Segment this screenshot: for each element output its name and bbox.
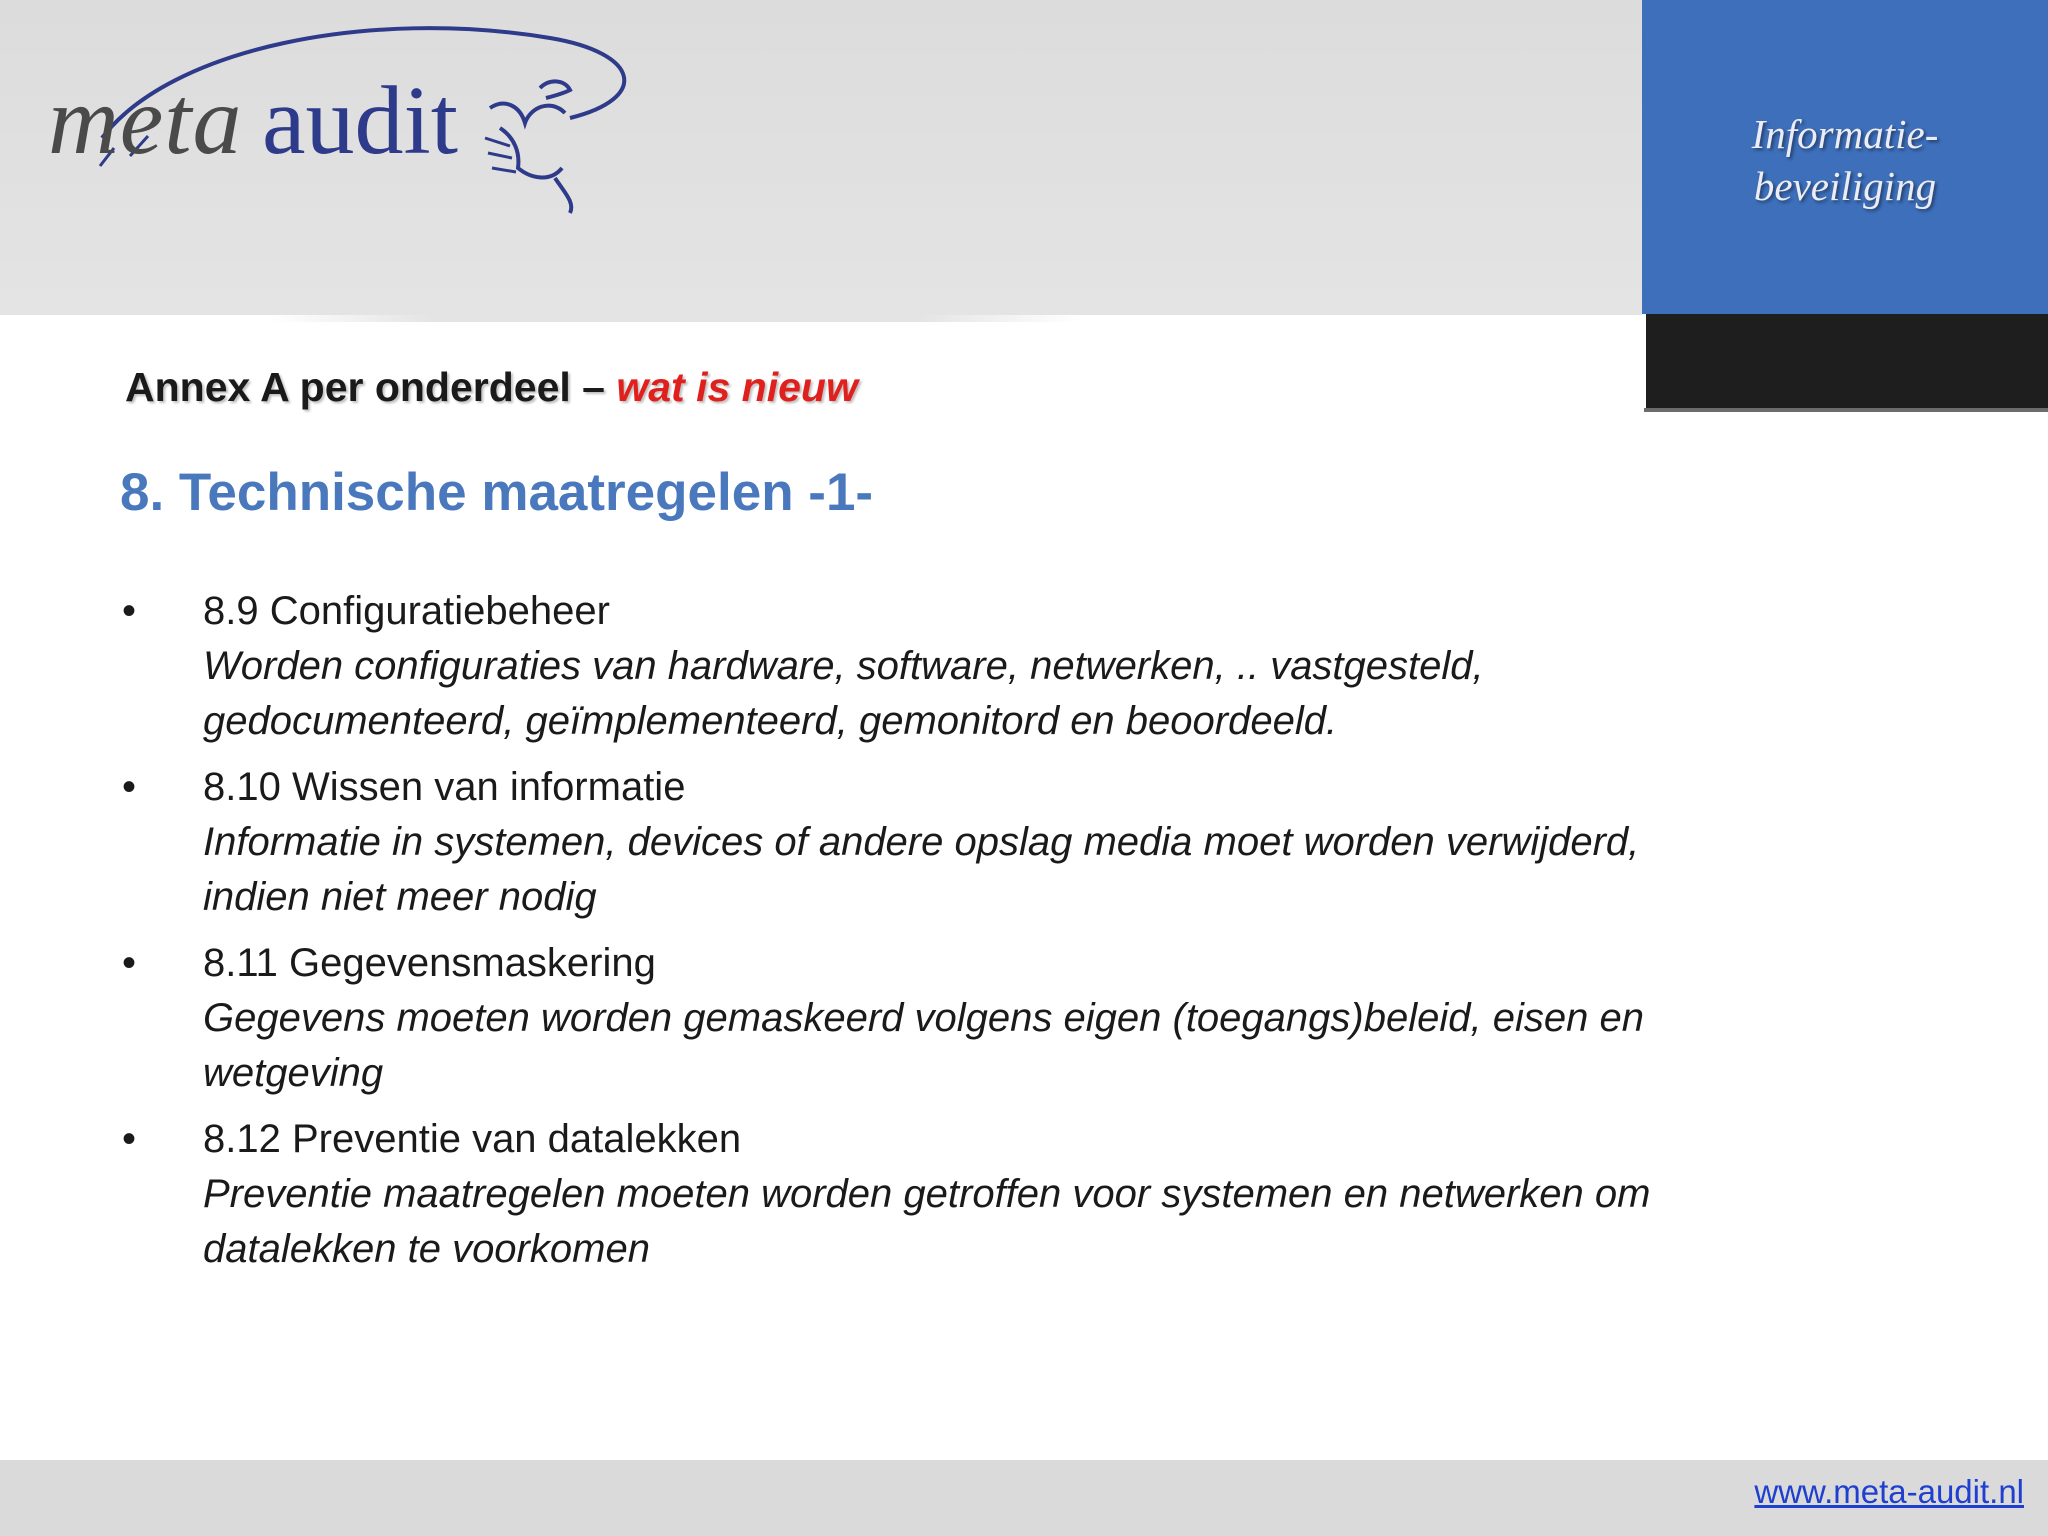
dark-accent-bar — [1646, 314, 2048, 412]
bullet-icon: • — [122, 941, 137, 985]
item-title: 8.9 Configuratiebeheer — [203, 589, 610, 633]
section-panel — [1642, 0, 2048, 314]
item-description-line: indien niet meer nodig — [203, 875, 597, 919]
item-description — [203, 1167, 1923, 1277]
item-description-line: wetgeving — [203, 1051, 384, 1095]
subtitle-main: Annex A per onderdeel – — [125, 364, 617, 410]
item-description-line: Gegevens moeten worden gemaskeerd volgens eigen (toegangs)beleid, eisen en — [203, 996, 1644, 1040]
item-title: 8.11 Gegevensmaskering — [203, 941, 656, 985]
item-title: 8.12 Preventie van datalekken — [203, 1117, 742, 1161]
logo-word-audit: audit — [262, 67, 458, 175]
bullet-icon: • — [122, 589, 137, 633]
section-label-line1: Informatie- — [1751, 111, 1939, 157]
section-label-line2: beveiliging — [1753, 163, 1937, 209]
header-divider — [270, 312, 1080, 322]
bird-icon — [470, 68, 600, 218]
website-link[interactable]: www.meta-audit.nl — [1754, 1473, 2024, 1510]
item-description-line: Worden configuraties van hardware, software, netwerken, .. vastgesteld, — [203, 644, 1484, 688]
logo-word-meta: meta — [48, 67, 243, 175]
bullet-icon: • — [122, 1117, 137, 1161]
item-description — [203, 991, 1923, 1101]
item-description-line: gedocumenteerd, geïmplementeerd, gemonitord en beoordeeld. — [203, 699, 1338, 743]
item-title: 8.10 Wissen van informatie — [203, 765, 686, 809]
item-description — [203, 815, 1923, 925]
item-description — [203, 639, 1923, 749]
slide-subtitle — [125, 364, 858, 411]
bullet-icon: • — [122, 765, 137, 809]
subtitle-accent: wat is nieuw — [616, 364, 858, 410]
meta-audit-logo — [30, 8, 680, 218]
item-description-line: Informatie in systemen, devices of andere opslag media moet worden verwijderd, — [203, 820, 1640, 864]
item-description-line: datalekken te voorkomen — [203, 1227, 650, 1271]
footer-band — [0, 1460, 2048, 1536]
list-item — [122, 936, 1902, 1101]
list-item — [122, 1112, 1902, 1277]
bullet-list — [122, 584, 1902, 1288]
list-item — [122, 584, 1902, 749]
item-description-line: Preventie maatregelen moeten worden getroffen voor systemen en netwerken om — [203, 1172, 1651, 1216]
section-label — [1642, 108, 2048, 212]
slide-title: 8. Technische maatregelen -1- — [120, 463, 874, 522]
accent-line — [1644, 408, 2048, 412]
list-item — [122, 760, 1902, 925]
